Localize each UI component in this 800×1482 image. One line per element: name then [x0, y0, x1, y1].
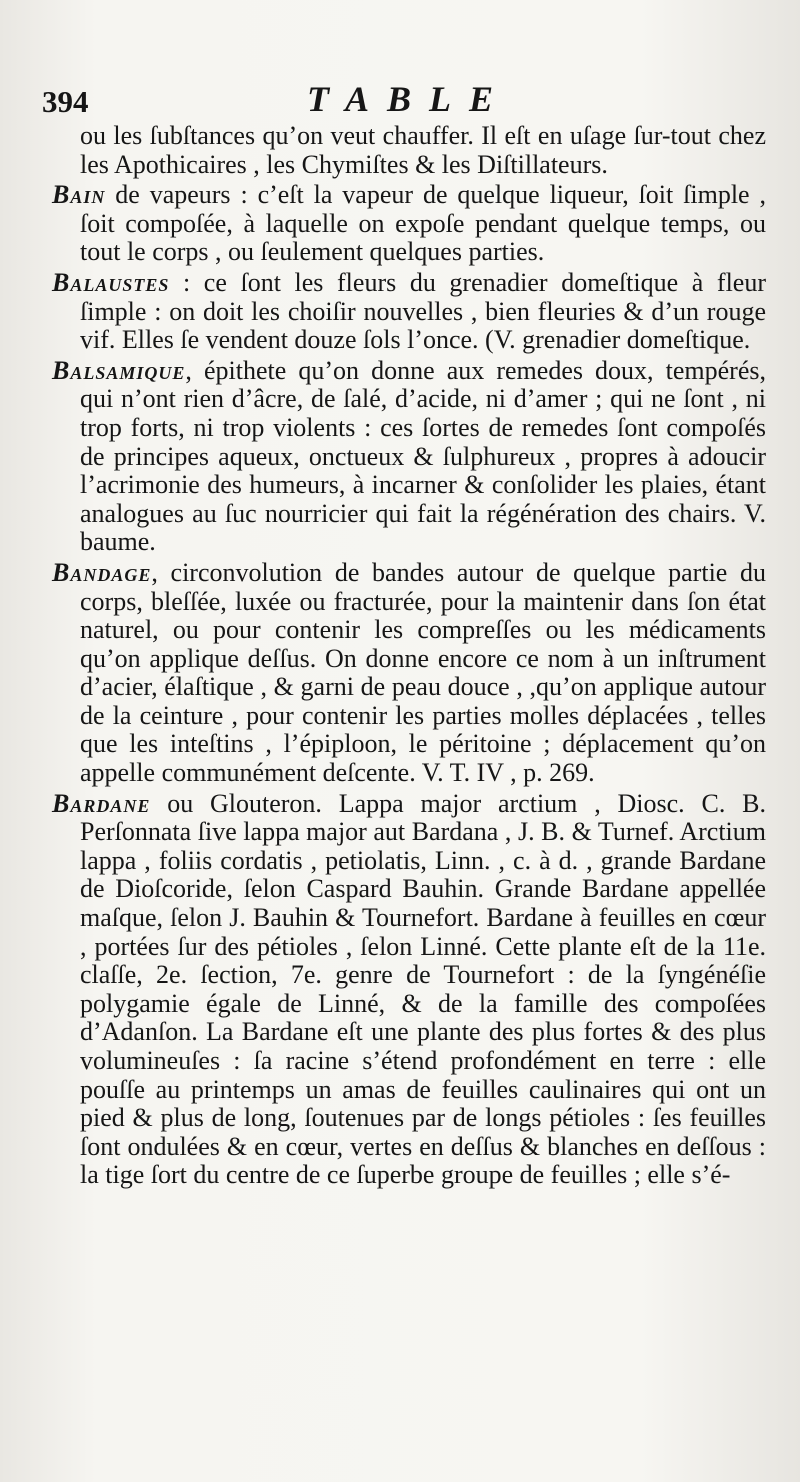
entry-bandage — [52, 559, 766, 788]
entry-continuation — [52, 122, 766, 179]
entry-text: , épithete qu’on donne aux remedes doux, tempérés, qui n’ont rien d’âcre, de ſalé, d’acide, ni d’amer ; qui ne ſont , ni trop forts, ni trop violents : ces ſortes de remedes ſont compoſés de principes aqueux, onctueux & ſulphureux , propres à adoucir l’acrimonie des humeurs, à incarner & conſolider les plaies, étant analogues au ſuc nourricier qui fait la régénération des chairs. V. baume. — [80, 355, 766, 557]
entry-balaustes — [52, 269, 766, 355]
running-title: TABLE — [306, 79, 512, 119]
entry-text: ou les ſubſtances qu’on veut chauffer. Il eſt en uſage ſur-tout chez les Apothicaires , les Chymiſtes & les Diſtillateurs. — [80, 121, 766, 179]
entry-headword: Bardane — [52, 788, 151, 818]
entry-text: : ce ſont les fleurs du grenadier domeſtique à fleur ſimple : on doit les choiſir nouvelles , bien fleuries & d’un rouge vif. Elles ſe vendent douze ſols l’once. (V. grenadier domeſtique. — [80, 267, 766, 355]
entry-headword: Balsamique — [52, 355, 186, 385]
entry-text: ou Glouteron. Lappa major arctium , Diosc. C. B. Perſonnata ſive lappa major aut Bardana , J. B. & Turnef. Arctium lappa , foliis cordatis , petiolatis, Linn. , c. à d. , grande Bardane de Dioſcoride, ſelon Caspard Bauhin. Grande Bardane appellée maſque, ſelon J. Bauhin & Tournefort. Bardane à feuilles en cœur , portées ſur des pétioles , ſelon Linné. Cette plante eſt de la 11e. claſſe, 2e. ſection, 7e. genre de Tournefort : de la ſyngénéſie polygamie égale de Linné, & de la famille des compoſées d’Adanſon. La Bardane eſt une plante des plus fortes & des plus volumineuſes : ſa racine s’étend profondément en terre : elle pouſſe au printemps un amas de feuilles caulinaires qui ont un pied & plus de long, ſoutenues par de longs pétioles : ſes feuilles ſont ondulées & en cœur, vertes en deſſus & blanches en deſſous : la tige ſort du centre de ce ſuperbe groupe de feuilles ; elle s’é- — [80, 788, 766, 1190]
entry-headword: Bain — [52, 180, 106, 210]
entry-bardane — [52, 790, 766, 1190]
page-header — [42, 78, 766, 122]
table-entries — [52, 122, 766, 1190]
entry-text: de vapeurs : c’eſt la vapeur de quelque liqueur, ſoit ſimple , ſoit compoſée, à laquelle on expoſe pendant quelque temps, ou tout le corps , ou ſeulement quelques parties. — [80, 180, 766, 267]
entry-headword: Bandage — [52, 557, 152, 587]
entry-bain — [52, 181, 766, 267]
entry-balsamique — [52, 357, 766, 557]
entry-text: , circonvolution de bandes autour de quelque partie du corps, bleſſée, luxée ou fracturée, pour la maintenir dans ſon état naturel, ou pour contenir les compreſſes ou les médicaments qu’on applique deſſus. On donne encore ce nom à un inſtrument d’acier, élaſtique , & garni de peau douce , ,qu’on applique autour de la ceinture , pour contenir les parties molles déplacées , telles que les inteſtins , l’épiploon, le péritoine ; déplacement qu’on appelle communément deſcente. V. T. IV , p. 269. — [80, 557, 766, 788]
entry-headword: Balaustes — [52, 267, 170, 297]
page-number: 394 — [42, 84, 89, 119]
